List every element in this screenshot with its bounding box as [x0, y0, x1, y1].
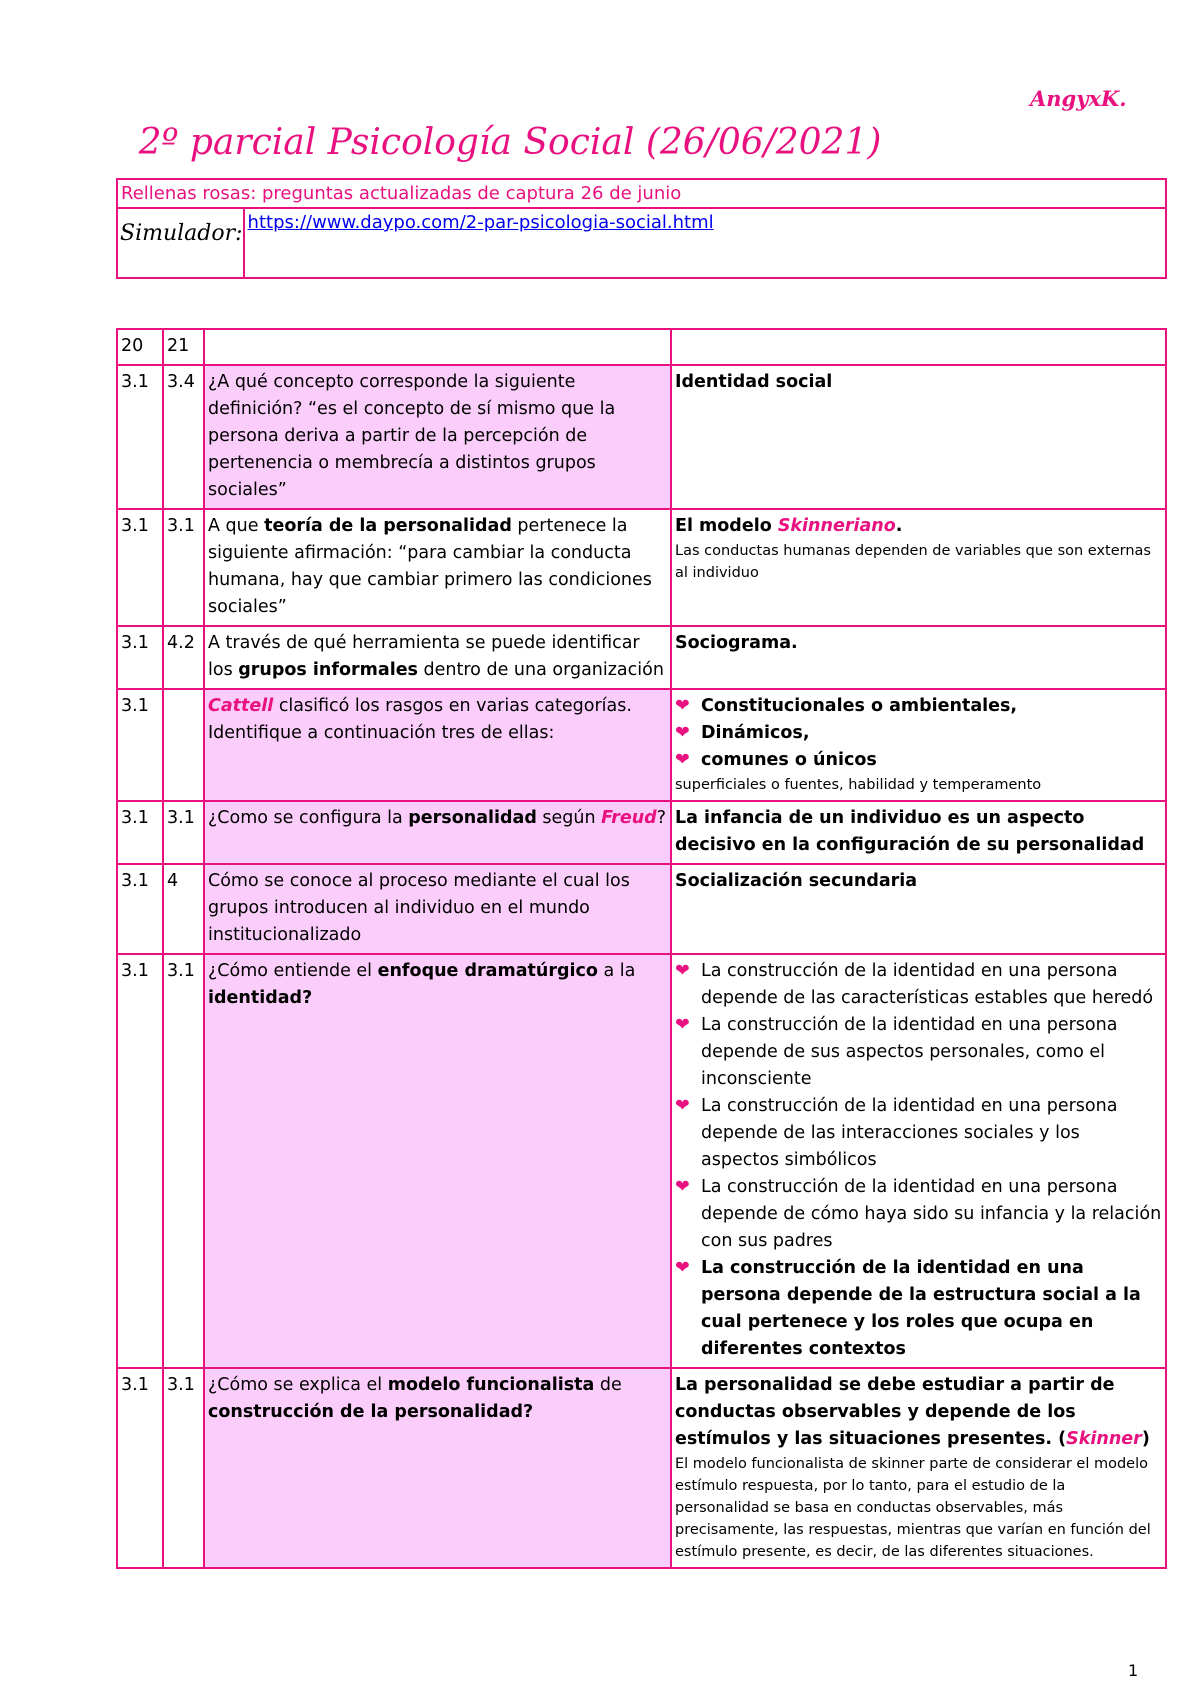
answer-cell: El modelo Skinneriano. Las conductas humanas dependen de variables que son externas al individuo [671, 509, 1166, 626]
question-cell: Cattell clasificó los rasgos en varias categorías. Identifique a continuación tres de ellas: [204, 689, 671, 801]
col-header: 20 [117, 329, 163, 365]
heart-icon: ❤ [675, 723, 690, 743]
heart-icon: ❤ [675, 696, 690, 716]
answer-note: superficiales o fuentes, habilidad y temperamento [675, 777, 1042, 793]
qa-table [116, 328, 1167, 1569]
question-cell: ¿A qué concepto corresponde la siguiente definición? “es el concepto de sí mismo que la persona deriva a partir de la percepción de pertenencia o membrecía a distintos grupos sociales” [204, 365, 671, 509]
answer-cell: ❤ La construcción de la identidad en una persona depende de las características estables que heredó ❤ La construcción de la identidad en una persona depende de sus aspectos personales, como el inconsciente ❤ La construcción de la identidad en una persona depende de las interacciones sociales y los aspectos simbólicos ❤ La construcción de la identidad en una persona depende de cómo haya sido su infancia y la relación con sus padres ❤ La construcción de la identidad en una persona depende de la estructura social a la cual pertenece y los roles que ocupa en diferentes contextos [671, 954, 1166, 1368]
answer-cell: Sociograma. [671, 626, 1166, 689]
row-code-21: 3.1 [163, 954, 204, 1368]
question-cell: A través de qué herramienta se puede identificar los grupos informales dentro de una organización [204, 626, 671, 689]
table-row [117, 509, 1166, 626]
heart-icon: ❤ [675, 1096, 690, 1116]
table-row [117, 365, 1166, 509]
heart-icon: ❤ [675, 961, 690, 981]
table-row [117, 626, 1166, 689]
row-code-20: 3.1 [117, 689, 163, 801]
question-cell: ¿Cómo entiende el enfoque dramatúrgico a la identidad? [204, 954, 671, 1368]
question-cell: ¿Como se configura la personalidad según Freud? [204, 801, 671, 864]
answer-cell: ❤ Constitucionales o ambientales, ❤ Dinámicos, ❤ comunes o únicos superficiales o fuentes, habilidad y temperamento [671, 689, 1166, 801]
table-row [117, 689, 1166, 801]
page-number: 1 [1128, 1661, 1139, 1680]
row-code-21: 4 [163, 864, 204, 954]
answer-note: Las conductas humanas dependen de variables que son externas al individuo [675, 543, 1151, 581]
answer-cell: Socialización secundaria [671, 864, 1166, 954]
answer-cell: Identidad social [671, 365, 1166, 509]
answer-cell: La infancia de un individuo es un aspecto decisivo en la configuración de su personalidad [671, 801, 1166, 864]
info-table [116, 178, 1167, 279]
row-code-21: 3.1 [163, 1368, 204, 1568]
row-code-20: 3.1 [117, 509, 163, 626]
row-code-21: 3.4 [163, 365, 204, 509]
simulator-label: Simulador: [117, 208, 244, 278]
row-code-20: 3.1 [117, 1368, 163, 1568]
table-row [117, 1368, 1166, 1568]
heart-icon: ❤ [675, 1015, 690, 1035]
author-signature: AngyxK. [1030, 86, 1127, 111]
page-title: 2º parcial Psicología Social (26/06/2021) [138, 122, 882, 163]
row-code-21 [163, 689, 204, 801]
table-row [117, 801, 1166, 864]
col-header: 21 [163, 329, 204, 365]
simulator-link[interactable]: https://www.daypo.com/2-par-psicologia-social.html [247, 212, 714, 233]
answer-note: El modelo funcionalista de skinner parte de considerar el modelo estímulo respuesta, por lo tanto, para el estudio de la personalidad se basa en conductas observables, más precisamente, las respuestas, mientras que varían en función del estímulo presente, es decir, de las diferentes situaciones. [675, 1456, 1151, 1560]
row-code-21: 3.1 [163, 801, 204, 864]
row-code-20: 3.1 [117, 626, 163, 689]
table-row [117, 954, 1166, 1368]
row-code-21: 4.2 [163, 626, 204, 689]
table-row [117, 864, 1166, 954]
answer-cell: La personalidad se debe estudiar a partir de conductas observables y depende de los estímulos y las situaciones presentes. (Skinner) El modelo funcionalista de skinner parte de considerar el modelo estímulo respuesta, por lo tanto, para el estudio de la personalidad se basa en conductas observables, más precisamente, las respuestas, mientras que varían en función del estímulo presente, es decir, de las diferentes situaciones. [671, 1368, 1166, 1568]
row-code-20: 3.1 [117, 954, 163, 1368]
row-code-20: 3.1 [117, 801, 163, 864]
row-code-20: 3.1 [117, 864, 163, 954]
table-header-row [117, 329, 1166, 365]
heart-icon: ❤ [675, 1177, 690, 1197]
heart-icon: ❤ [675, 1258, 690, 1278]
question-cell: A que teoría de la personalidad pertenece la siguiente afirmación: “para cambiar la conducta humana, hay que cambiar primero las condiciones sociales” [204, 509, 671, 626]
row-code-20: 3.1 [117, 365, 163, 509]
question-cell: ¿Cómo se explica el modelo funcionalista de construcción de la personalidad? [204, 1368, 671, 1568]
note-cell: Rellenas rosas: preguntas actualizadas de captura 26 de junio [117, 179, 1166, 208]
question-cell: Cómo se conoce al proceso mediante el cual los grupos introducen al individuo en el mundo institucionalizado [204, 864, 671, 954]
heart-icon: ❤ [675, 750, 690, 770]
row-code-21: 3.1 [163, 509, 204, 626]
